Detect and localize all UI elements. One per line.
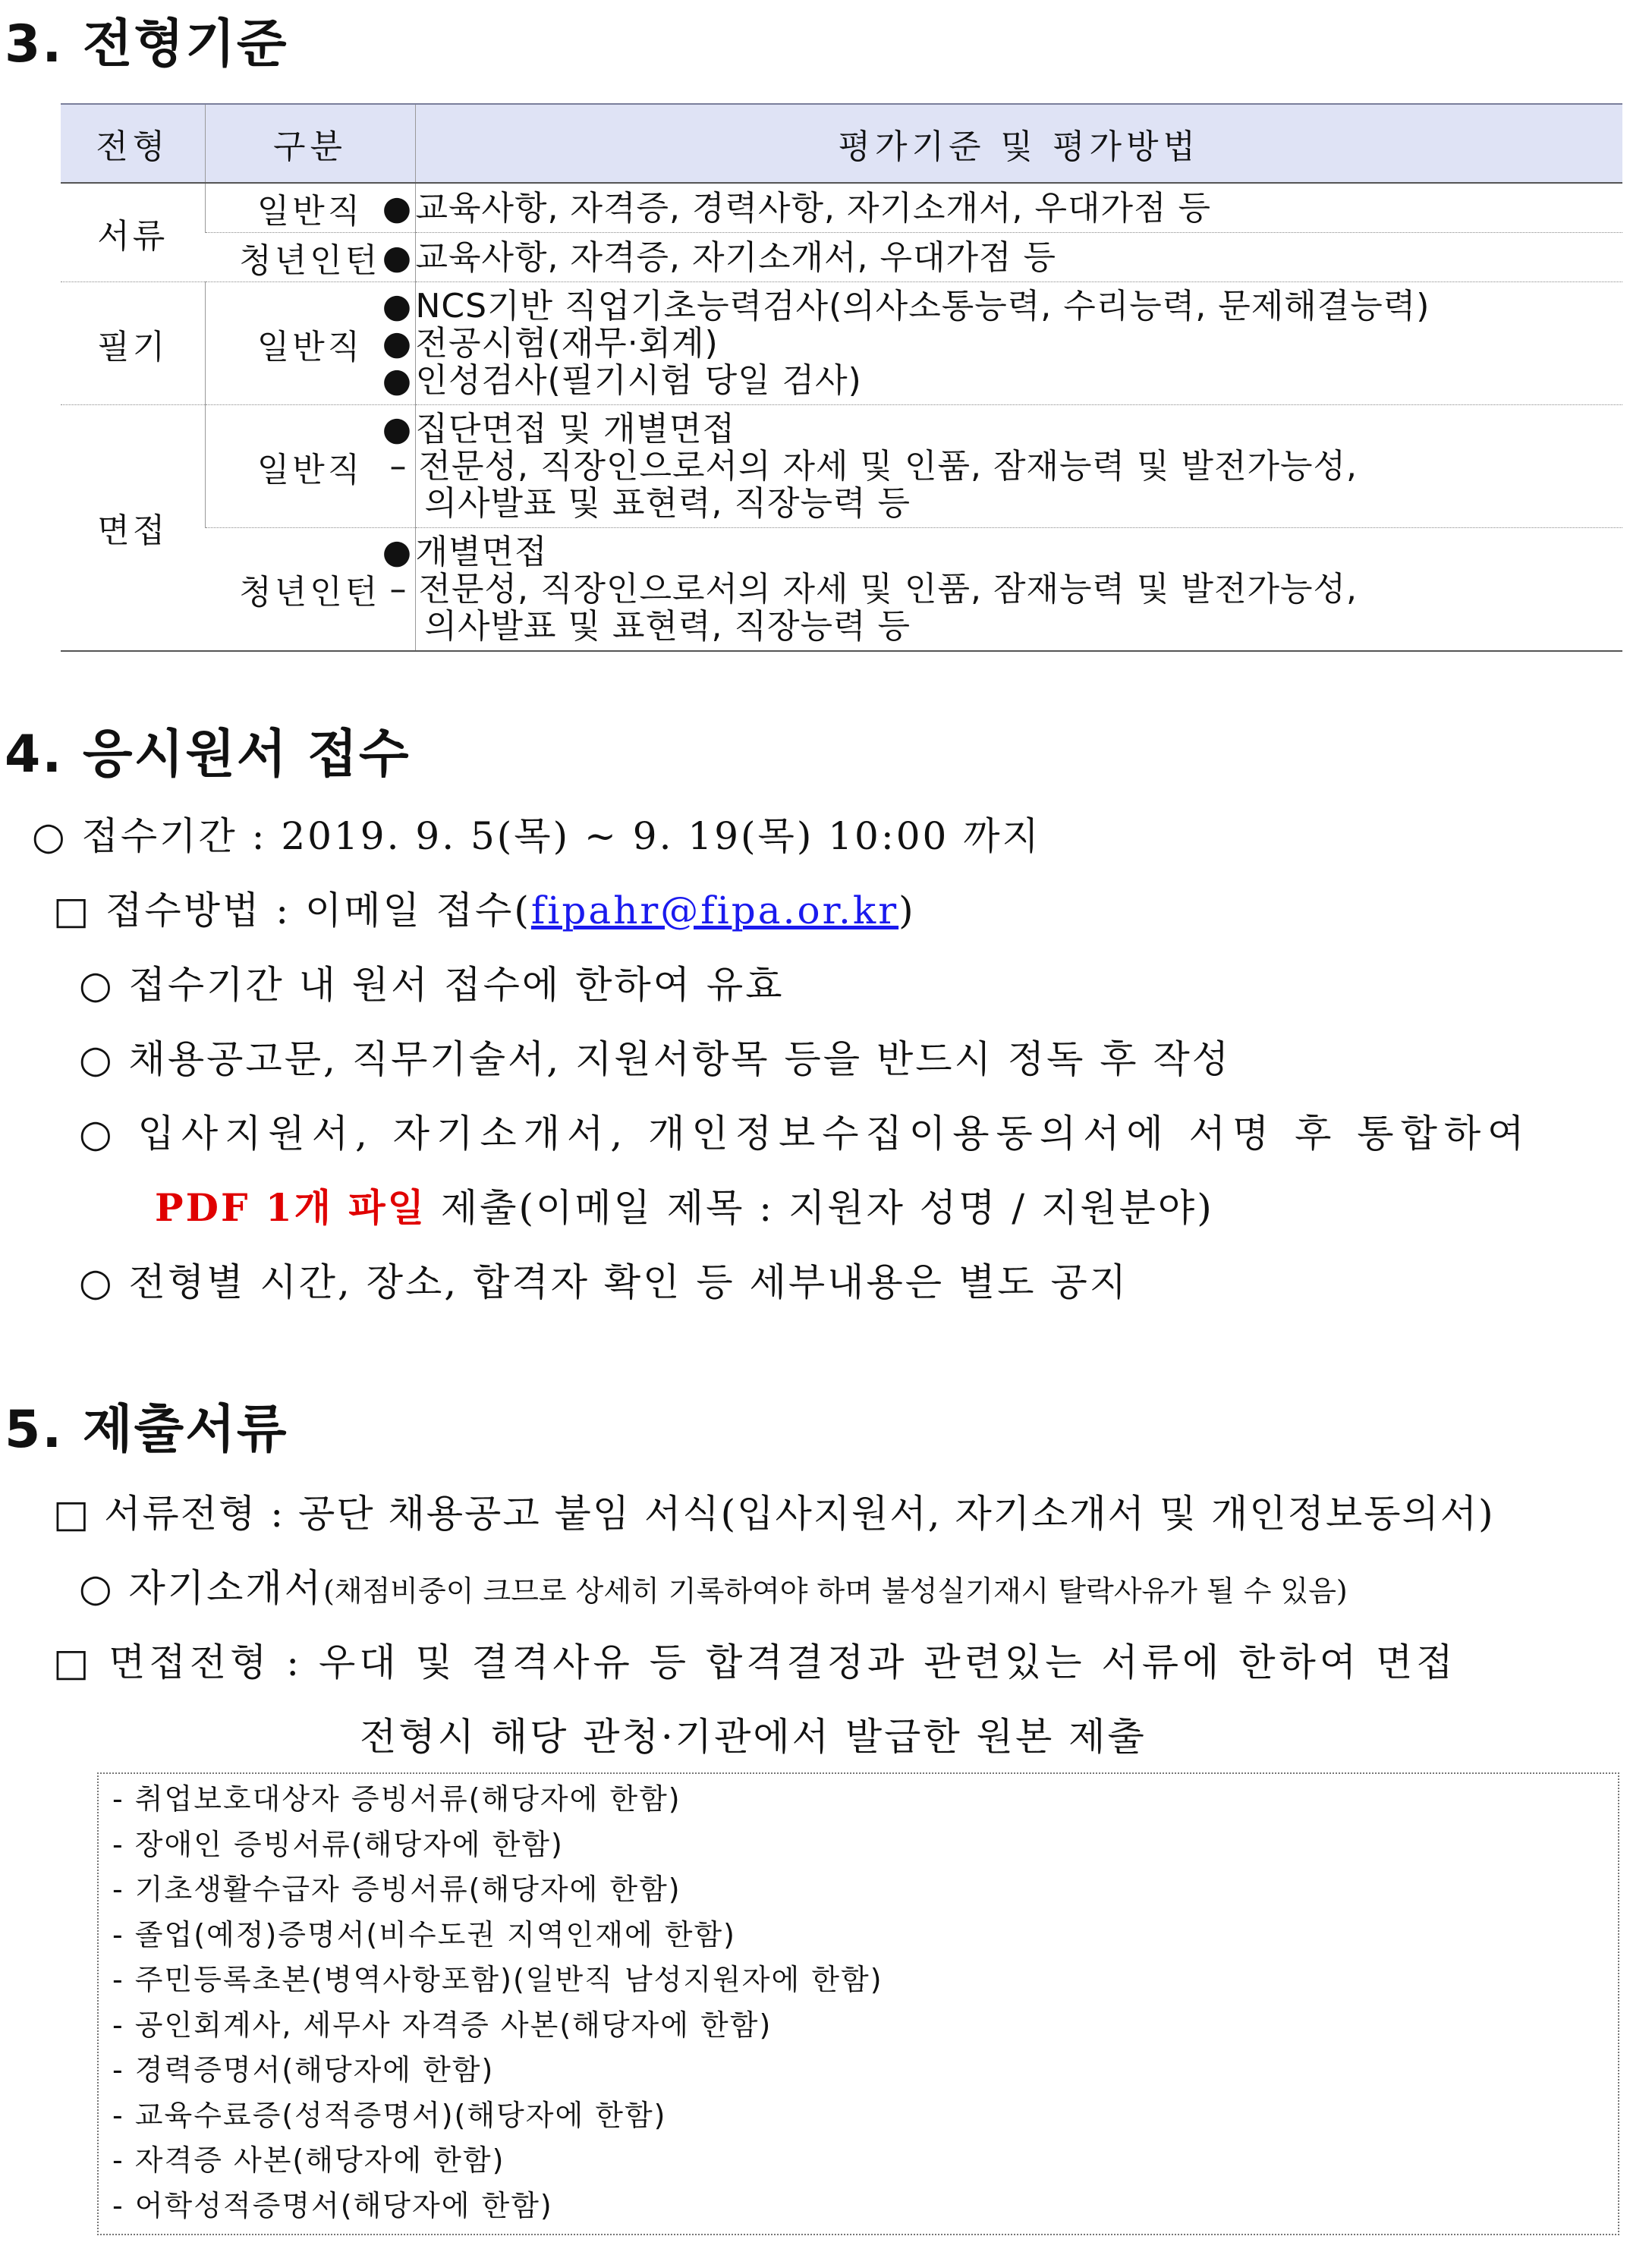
list-item: - 기초생활수급자 증빙서류(해당자에 한함) [112,1873,681,1906]
list-item: - 졸업(예정)증명서(비수도권 지역인재에 한함) [112,1917,736,1952]
table-row [61,233,1622,282]
table-row [61,282,1622,405]
header-category: 구분 [205,104,415,183]
table-row [61,405,1622,528]
list-item: - 장애인 증빙서류(해당자에 한함) [112,1827,564,1861]
type-cell: 일반직 [205,183,415,233]
email-link[interactable]: fipahr@fipa.or.kr [530,888,899,933]
criteria-cell [382,405,1622,528]
required-documents-box [97,1772,1619,2235]
criteria-text: 교육사항, 자격증, 자기소개서, 우대가점 등 [415,237,1056,277]
list-item: - 주민등록초본(병역사항포함)(일반직 남성지원자에 한함) [112,1963,883,1996]
bullet-icon: ● [382,361,413,400]
criteria-cell [382,282,1622,405]
document-screening: □ 서류전형 : 공단 채용공고 붙임 서식(입사지원서, 자기소개서 및 개인정보동의서) [53,1492,1495,1536]
interview-screening: □ 면접전형 : 우대 및 결격사유 등 합격결정과 관련있는 서류에 한하여 면접 [53,1640,1457,1684]
criteria-text: 전문성, 직장인으로서의 자세 및 인품, 잠재능력 및 발전가능성, [418,447,1358,486]
dash-icon: – [389,447,407,486]
stage-written: 필기 [61,282,205,405]
section4-title: 4. 응시원서 접수 [5,725,411,785]
list-item: - 자격증 사본(해당자에 한함) [112,2143,505,2177]
interview-screening-cont: 전형시 해당 관청·기관에서 발급한 원본 제출 [360,1715,1147,1759]
bullet-icon: ● [382,188,413,228]
criteria-cell [382,528,1622,651]
note-item: ○ 채용공고문, 직무기술서, 지원서항목 등을 반드시 정독 후 작성 [79,1037,1232,1081]
section5-title: 5. 제출서류 [5,1400,288,1460]
criteria-text: 교육사항, 자격증, 경력사항, 자기소개서, 우대가점 등 [415,188,1211,228]
pdf-note [155,1178,1214,1232]
bullet-icon: ● [382,324,413,363]
criteria-cell [382,183,1622,233]
list-item: - 공인회계사, 세무사 자격증 사본(해당자에 한함) [112,2008,773,2042]
criteria-text: 전문성, 직장인으로서의 자세 및 인품, 잠재능력 및 발전가능성, [418,569,1358,609]
self-intro-label: ○ 자기소개서 [79,1566,324,1610]
application-method [53,880,916,935]
bullet-icon: ● [382,237,413,277]
dash-icon: – [389,569,407,609]
method-label: □ 접수방법 : 이메일 접수( [53,888,531,933]
application-period: ○ 접수기간 : 2019. 9. 5(목) ~ 9. 19(목) 10:00 까지 [32,814,1041,858]
note-item: ○ 접수기간 내 원서 접수에 한하여 유효 [79,963,785,1007]
type-cell: 청년인턴 [205,233,415,282]
method-suffix: ) [898,888,916,933]
bullet-icon: ● [382,532,413,571]
stage-interview: 면접 [61,405,205,651]
table-header-row [61,104,1622,183]
type-cell: 일반직 [205,282,415,405]
bullet-icon: ● [382,287,413,326]
criteria-text: 인성검사(필기시험 당일 검사) [415,361,862,400]
criteria-text: 전공시험(재무·회계) [415,324,719,363]
list-item: - 어학성적증명서(해당자에 한함) [112,2188,553,2222]
header-stage: 전형 [61,104,205,183]
note-item: ○ 전형별 시간, 장소, 합격자 확인 등 세부내용은 별도 공지 [79,1260,1129,1304]
section3-title: 3. 전형기준 [5,14,288,74]
self-intro-detail: (채점비중이 크므로 상세히 기록하여야 하며 불성실기재시 탈락사유가 될 수 있음) [323,1574,1348,1608]
note-item: ○ 입사지원서, 자기소개서, 개인정보수집이용동의서에 서명 후 통합하여 [79,1112,1531,1156]
selection-criteria-table [61,103,1622,652]
criteria-text: 집단면접 및 개별면접 [415,410,736,448]
list-item: - 교육수료증(성적증명서)(해당자에 한함) [112,2098,667,2132]
criteria-text: NCS기반 직업기초능력검사(의사소통능력, 수리능력, 문제해결능력) [415,287,1430,326]
list-item: - 취업보호대상자 증빙서류(해당자에 한함) [112,1782,681,1816]
criteria-cell [382,233,1622,282]
criteria-text: 의사발표 및 표현력, 직장능력 등 [424,484,911,523]
bullet-icon: ● [382,410,413,448]
header-criteria: 평가기준 및 평가방법 [415,104,1622,183]
criteria-text: 의사발표 및 표현력, 직장능력 등 [424,606,911,646]
list-item: - 경력증명서(해당자에 한함) [112,2053,495,2087]
table-row [61,183,1622,233]
criteria-text: 개별면접 [415,532,548,571]
type-cell: 일반직 [205,405,415,528]
type-cell: 청년인턴 [205,528,415,651]
self-intro-note [79,1558,1348,1612]
pdf-rest: 제출(이메일 제목 : 지원자 성명 / 지원분야) [440,1186,1214,1230]
table-row [61,528,1622,651]
pdf-highlight: PDF 1개 파일 [155,1185,426,1230]
stage-document: 서류 [61,183,205,282]
